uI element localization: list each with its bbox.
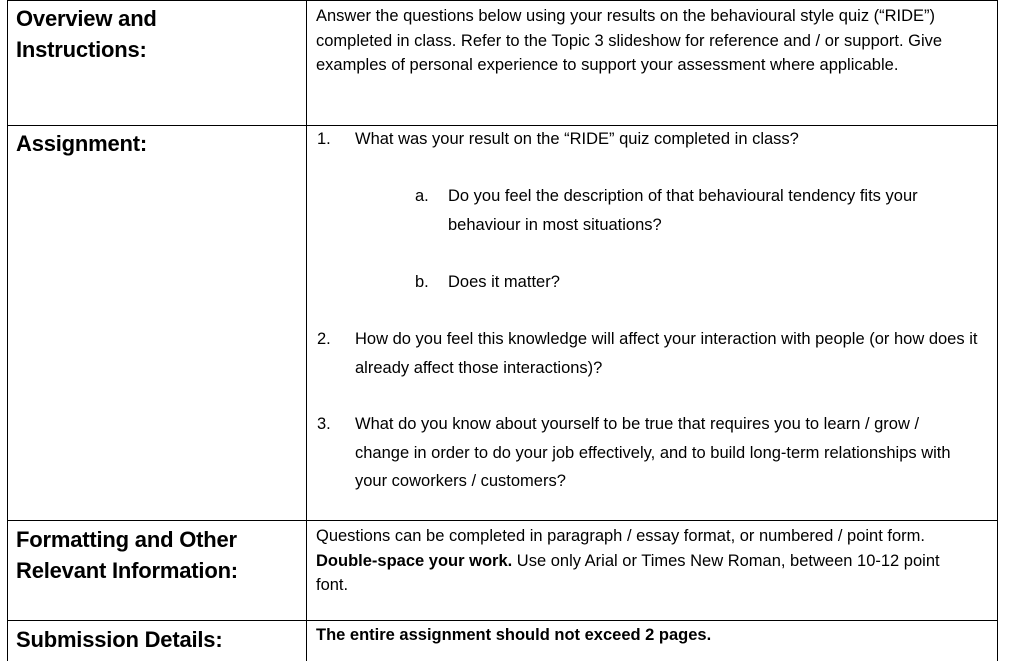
table-border-top <box>7 0 998 1</box>
formatting-label-line1: Formatting and Other <box>16 527 237 552</box>
question-1a-text: Do you feel the description of that behavioural tendency fits your behaviour in most situations? <box>448 187 918 234</box>
assignment-label: Assignment: <box>16 131 148 156</box>
overview-label-line1: Overview and <box>16 6 157 31</box>
question-1a-number: a. <box>415 187 429 205</box>
table-border-right <box>997 0 998 661</box>
formatting-text-part2: Use only Arial or Times New Roman, between 10-12 point font. <box>316 551 940 594</box>
formatting-text <box>316 524 971 598</box>
overview-label-line2: Instructions: <box>16 37 147 62</box>
column-divider <box>306 0 307 661</box>
overview-label <box>16 3 157 65</box>
formatting-label-line2: Relevant Information: <box>16 558 238 583</box>
formatting-text-bold: Double-space your work. <box>316 551 513 570</box>
question-3-number: 3. <box>317 415 331 433</box>
question-1-number: 1. <box>317 130 331 148</box>
question-1b-number: b. <box>415 273 429 291</box>
submission-label: Submission Details: <box>16 627 223 652</box>
question-2-number: 2. <box>317 330 331 348</box>
question-1b-text: Does it matter? <box>448 273 560 291</box>
submission-text: The entire assignment should not exceed 2 pages. <box>316 626 712 644</box>
row-divider-3 <box>7 620 998 621</box>
overview-text: Answer the questions below using your results on the behavioural style quiz (“RIDE”) completed in class. Refer to the Topic 3 slideshow for reference and / or support. Give examples of personal experience to support your assessment where applicable. <box>316 7 943 74</box>
table-border-left <box>7 0 8 661</box>
question-2-text: How do you feel this knowledge will affect your interaction with people (or how does it already affect those interactions)? <box>355 330 978 377</box>
row-divider-2 <box>7 520 998 521</box>
question-3-text: What do you know about yourself to be true that requires you to learn / grow / change in order to do your job effectively, and to build long-term relationships with your coworkers / customers? <box>355 415 951 490</box>
question-1-text: What was your result on the “RIDE” quiz completed in class? <box>355 130 799 148</box>
formatting-label <box>16 524 238 586</box>
formatting-text-part1: Questions can be completed in paragraph / essay format, or numbered / point form. <box>316 527 925 545</box>
